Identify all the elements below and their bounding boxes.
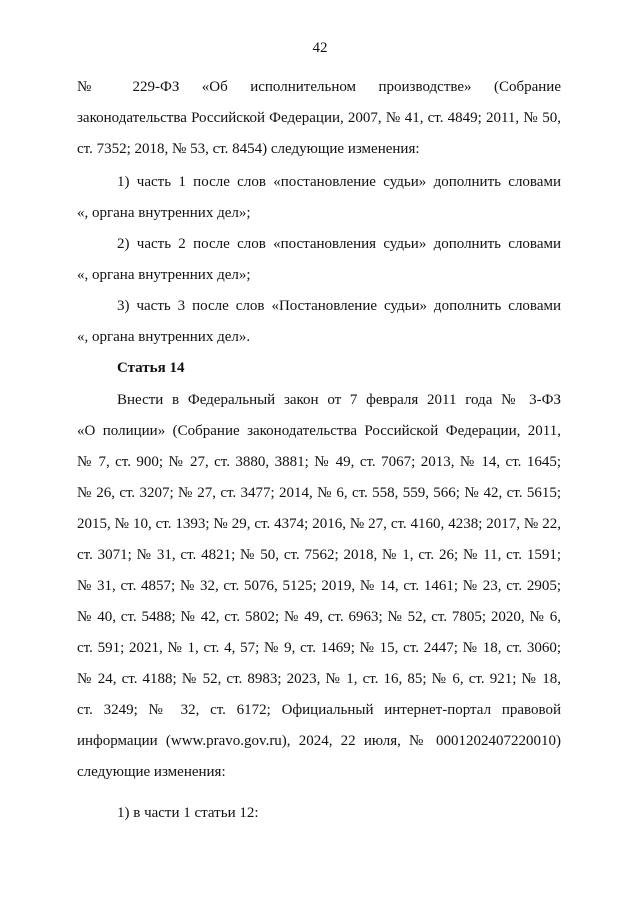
page-number: 42 (312, 40, 328, 56)
article-line: № 26, ст. 3207; № 27, ст. 3477; 2014, № 6, ст. 558, 559, 566; № 42, ст. 5615; (77, 485, 561, 501)
intro-line: № 229-ФЗ «Об исполнительном производстве» (Собрание (77, 79, 561, 95)
intro-line: ст. 7352; 2018, № 53, ст. 8454) следующие изменения: (77, 141, 420, 157)
list-item-line: 3) часть 3 после слов «Постановление судьи» дополнить словами (117, 298, 561, 314)
list-item (77, 229, 561, 291)
sub-item: 1) в части 1 статьи 12: (117, 805, 259, 821)
article-heading: Статья 14 (117, 360, 185, 376)
article-line: информации (www.pravo.gov.ru), 2024, 22 июля, № 0001202407220010) (77, 733, 561, 749)
article-line: ст. 3249; № 32, ст. 6172; Официальный интернет-портал правовой (77, 702, 561, 718)
article-heading-block (77, 353, 561, 384)
article-line: ст. 3071; № 31, ст. 4821; № 50, ст. 7562; 2018, № 1, ст. 26; № 11, ст. 1591; (77, 547, 561, 563)
article-paragraph (77, 385, 561, 788)
list-item-line: 2) часть 2 после слов «постановления судьи» дополнить словами (117, 236, 561, 252)
article-line: следующие изменения: (77, 764, 226, 780)
article-line: № 40, ст. 5488; № 42, ст. 5802; № 49, ст. 6963; № 52, ст. 7805; 2020, № 6, (77, 609, 561, 625)
list-item-line: 1) часть 1 после слов «постановление судьи» дополнить словами (117, 174, 561, 190)
article-line: № 24, ст. 4188; № 52, ст. 8983; 2023, № 1, ст. 16, 85; № 6, ст. 921; № 18, (77, 671, 561, 687)
article-line: «О полиции» (Собрание законодательства Российской Федерации, 2011, (77, 423, 561, 439)
article-line: № 31, ст. 4857; № 32, ст. 5076, 5125; 2019, № 14, ст. 1461; № 23, ст. 2905; (77, 578, 561, 594)
list-item-line: «, органа внутренних дел». (77, 329, 251, 345)
intro-paragraph (77, 72, 561, 165)
list-item (77, 291, 561, 353)
article-line: ст. 591; 2021, № 1, ст. 4, 57; № 9, ст. 1469; № 15, ст. 2447; № 18, ст. 3060; (77, 640, 561, 656)
list-item (77, 167, 561, 229)
list-item-line: «, органа внутренних дел»; (77, 267, 251, 283)
article-line: 2015, № 10, ст. 1393; № 29, ст. 4374; 2016, № 27, ст. 4160, 4238; 2017, № 22, (77, 516, 561, 532)
article-line: № 7, ст. 900; № 27, ст. 3880, 3881; № 49, ст. 7067; 2013, № 14, ст. 1645; (77, 454, 561, 470)
list-item-line: «, органа внутренних дел»; (77, 205, 251, 221)
sub-item-block (77, 798, 561, 829)
intro-line: законодательства Российской Федерации, 2007, № 41, ст. 4849; 2011, № 50, (77, 110, 561, 126)
article-line: Внести в Федеральный закон от 7 февраля 2011 года № 3-ФЗ (117, 392, 561, 408)
